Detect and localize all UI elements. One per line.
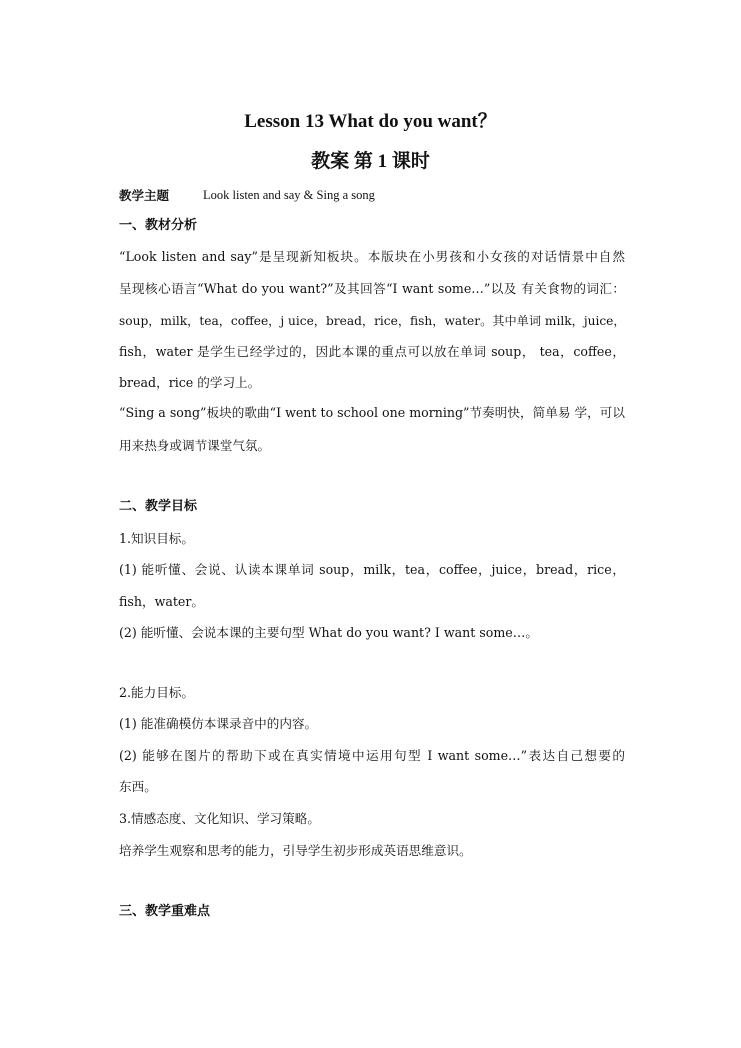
paragraph-line: bread，rice 的学习上。	[119, 375, 261, 390]
topic-label: 教学主题	[119, 188, 170, 203]
paragraph-line: 呈现核心语言“What do you want?”及其回答“I want some…”以及 有关食物的词汇：	[119, 281, 625, 296]
paragraph-line: 3.情感态度、文化知识、学习策略。	[119, 811, 320, 826]
paragraph-line: 东西。	[119, 779, 157, 794]
section-heading-objectives: 二、教学目标	[119, 499, 198, 514]
paragraph-line: fish，water。	[119, 594, 204, 609]
paragraph-line: fish，water 是学生已经学过的，因此本课的重点可以放在单词 soup， tea，coffee，	[119, 344, 625, 359]
paragraph-line: 1.知识目标。	[119, 531, 194, 546]
paragraph-line: 用来热身或调节课堂气氛。	[119, 438, 271, 453]
lesson-subtitle: 教案 第 1 课时	[311, 151, 430, 172]
paragraph-line: (1) 能听懂、会说、认读本课单词 soup，milk，tea，coffee，juice，bread，rice，	[119, 562, 625, 577]
paragraph-line: (2) 能听懂、会说本课的主要句型 What do you want? I want some…。	[119, 625, 538, 640]
section-heading-key-points: 三、教学重难点	[119, 904, 211, 919]
topic-text: Look listen and say & Sing a song	[203, 188, 375, 202]
paragraph-line: “Sing a song”板块的歌曲“I went to school one morning”节奏明快，简单易 学，可以	[119, 405, 625, 420]
paragraph-line: (1) 能准确模仿本课录音中的内容。	[119, 716, 318, 731]
paragraph-line: “Look listen and say”是呈现新知板块。本版块在小男孩和小女孩的对话情景中自然	[119, 249, 625, 264]
section-heading-analysis: 一、教材分析	[119, 218, 198, 233]
paragraph-line: 培养学生观察和思考的能力，引导学生初步形成英语思维意识。	[119, 843, 472, 858]
paragraph-line: soup，milk，tea，coffee，j uice，bread，rice，fish，water。其中单词 milk，juice，	[119, 314, 626, 328]
paragraph-line: 2.能力目标。	[119, 685, 194, 700]
lesson-title: Lesson 13 What do you want？	[244, 111, 497, 132]
paragraph-line: (2) 能够在图片的帮助下或在真实情境中运用句型 I want some…”表达自己想要的	[119, 748, 625, 763]
